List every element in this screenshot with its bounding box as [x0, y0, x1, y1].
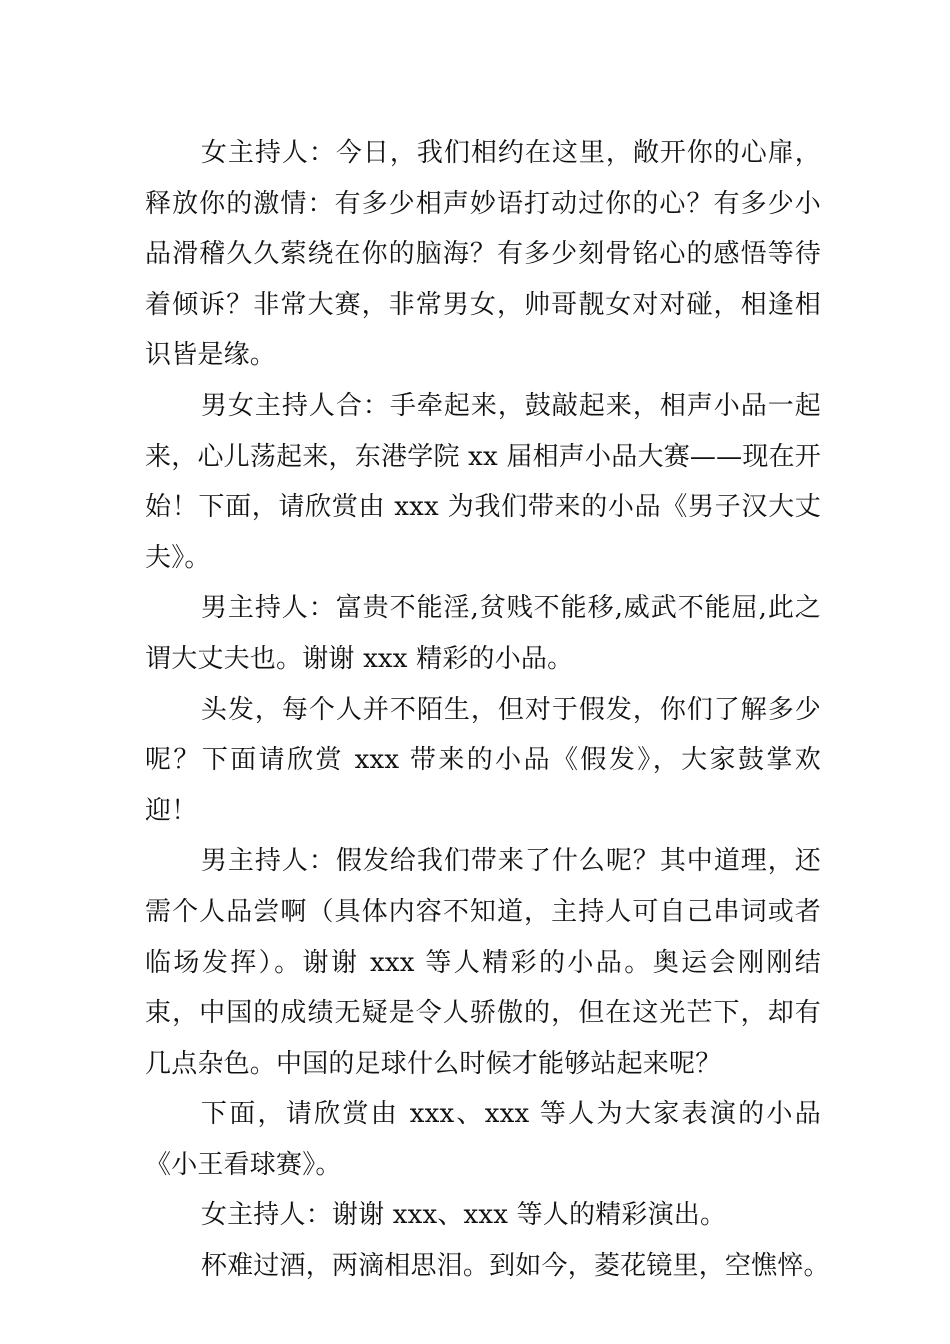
paragraph-7: 女主持人：谢谢 xxx、xxx 等人的精彩演出。	[200, 1200, 727, 1231]
paragraph-4: 头发，每个人并不陌生，但对于假发，你们了解多少呢？下面请欣赏 xxx 带来的小品《假发》，大家鼓掌欢迎！	[145, 694, 821, 826]
paragraph-3: 男主持人：富贵不能淫,贫贱不能移,威武不能屈,此之谓大丈夫也。谢谢 xxx 精彩的小品。	[145, 593, 821, 674]
paragraph-1: 女主持人：今日，我们相约在这里，敞开你的心扉，释放你的激情：有多少相声妙语打动过你的心？有多少小品滑稽久久萦绕在你的脑海？有多少刻骨铭心的感悟等待着倾诉？非常大赛，非常男女，帅哥靓女对对碰，相逢相识皆是缘。	[145, 138, 821, 371]
document-body	[145, 128, 830, 1292]
paragraph-6: 下面，请欣赏由 xxx、xxx 等人为大家表演的小品《小王看球赛》。	[145, 1099, 821, 1180]
paragraph-8: 杯难过酒，两滴相思泪。到如今，菱花镜里，空憔悴。	[200, 1251, 830, 1282]
paragraph-2: 男女主持人合：手牵起来，鼓敲起来，相声小品一起来，心儿荡起来，东港学院 xx 届相声小品大赛——现在开始！下面，请欣赏由 xxx 为我们带来的小品《男子汉大丈夫》。	[145, 390, 821, 573]
paragraph-5: 男主持人：假发给我们带来了什么呢？其中道理，还需个人品尝啊（具体内容不知道，主持人可自己串词或者临场发挥）。谢谢 xxx 等人精彩的小品。奥运会刚刚结束，中国的成绩无疑是令人骄傲的，但在这光芒下，却有几点杂色。中国的足球什么时候才能够站起来呢？	[145, 846, 821, 1079]
